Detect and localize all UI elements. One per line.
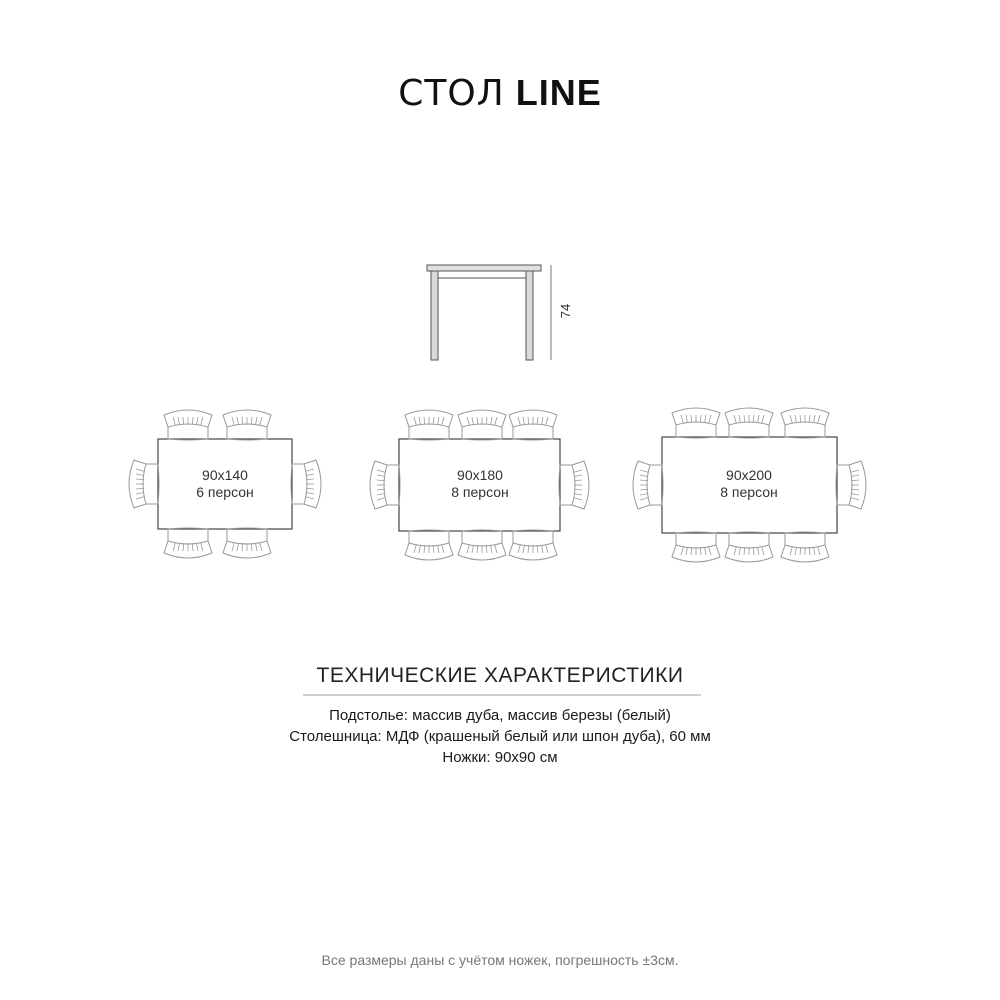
chair-icon <box>725 532 773 562</box>
table-top-view-small <box>129 410 321 558</box>
title-product-type: СТОЛ <box>398 73 505 114</box>
chair-icon <box>164 410 212 440</box>
table-top-profile <box>427 265 541 271</box>
chair-icon <box>836 461 866 509</box>
table-size-label: 90x140 <box>202 467 248 483</box>
chair-icon <box>672 408 720 438</box>
chair-icon <box>458 410 506 440</box>
chair-icon <box>223 410 271 440</box>
table-leg-left <box>431 271 438 360</box>
chair-icon <box>223 528 271 558</box>
title-model-name: LINE <box>515 72 602 113</box>
table-leg-right <box>526 271 533 360</box>
table-size-label: 90x200 <box>726 467 772 483</box>
chair-icon <box>781 532 829 562</box>
table-persons-label: 6 персон <box>196 484 254 500</box>
spec-line-legs: Ножки: 90х90 см <box>442 749 558 766</box>
chair-icon <box>405 410 453 440</box>
chair-icon <box>370 461 400 509</box>
table-top-view-medium <box>370 410 589 560</box>
table-top-view-large <box>633 408 866 562</box>
chair-icon <box>291 460 321 508</box>
chair-icon <box>559 461 589 509</box>
specs-heading: ТЕХНИЧЕСКИЕ ХАРАКТЕРИСТИКИ <box>316 664 684 687</box>
table-persons-label: 8 персон <box>451 484 509 500</box>
chair-icon <box>633 461 663 509</box>
height-label: 74 <box>558 303 573 319</box>
table-side-view <box>427 265 573 360</box>
spec-line-tabletop: Столешница: МДФ (крашеный белый или шпон дуба), 60 мм <box>289 728 711 745</box>
chair-icon <box>781 408 829 438</box>
spec-line-frame: Подстолье: массив дуба, массив березы (белый) <box>329 707 671 724</box>
chair-icon <box>129 460 159 508</box>
chair-icon <box>164 528 212 558</box>
table-size-label: 90x180 <box>457 467 503 483</box>
footnote: Все размеры даны с учётом ножек, погрешность ±3см. <box>321 952 679 968</box>
chair-icon <box>509 530 557 560</box>
chair-icon <box>725 408 773 438</box>
chair-icon <box>458 530 506 560</box>
table-persons-label: 8 персон <box>720 484 778 500</box>
chair-icon <box>509 410 557 440</box>
chair-icon <box>405 530 453 560</box>
specs-divider <box>303 694 701 696</box>
chair-icon <box>672 532 720 562</box>
